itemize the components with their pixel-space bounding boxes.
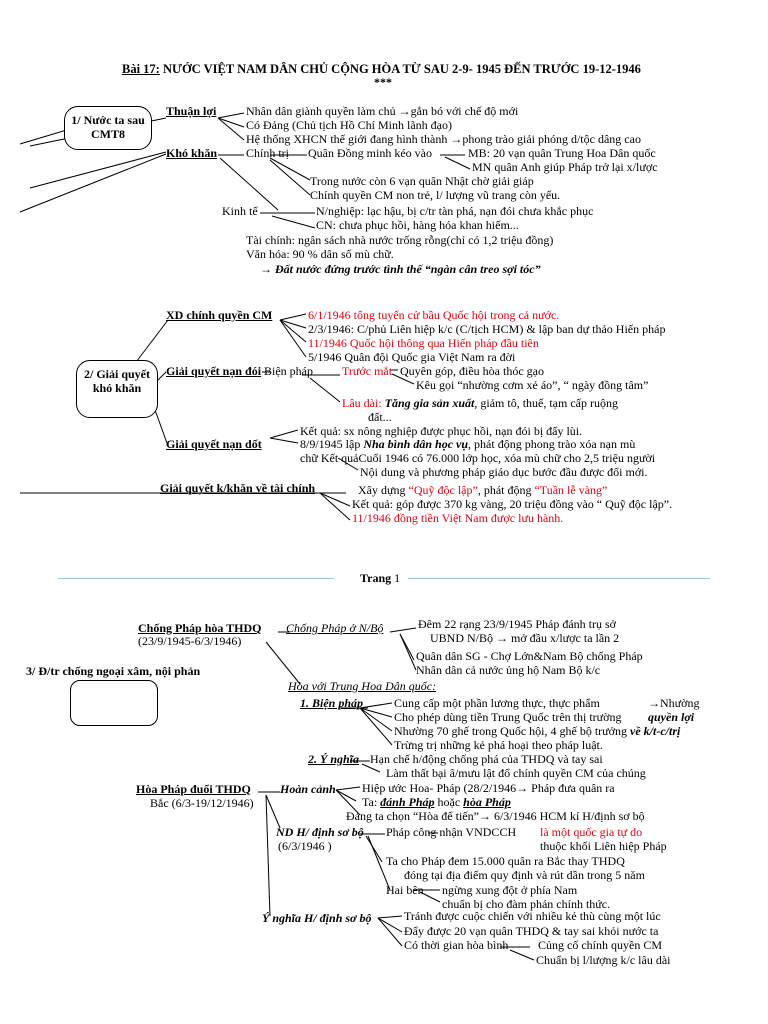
yn-item-1: Hạn chế h/động chống phá của THDQ và tay sai [370, 752, 603, 766]
nd1b: Nha bình dân học vụ [363, 437, 469, 451]
yn-item-2: Làm thất bại â/mưu lật đổ chính quyền CM của chúng [386, 766, 646, 780]
kho-khan-label: Khó khăn [166, 146, 218, 160]
hc-item-3: Đảng ta chọn “Hòa để tiến”→ 6/3/1946 HCM kí H/định sơ bộ [346, 809, 645, 823]
chinh-tri-label: Chính trị [246, 146, 290, 160]
lesson-number: Bài 17: [122, 62, 160, 76]
bien-phap-3-label: 1. Biện pháp [300, 696, 364, 710]
nd-item-1 [300, 437, 635, 451]
hc2a: Ta: [362, 795, 378, 809]
tc1c: , phát động [477, 483, 532, 497]
cq-item: Chính quyền CM non trẻ, l/ lượng vũ trang còn yếu. [310, 188, 561, 202]
yh-item-2: Đẩy được 20 vạn quân THDQ & tay sai khỏi nước ta [404, 924, 659, 938]
page-number: 1 [394, 571, 401, 585]
xd-item-1: 6/1/1946 tổng tuyển cử bầu Quốc hội trong cả nước. [308, 308, 560, 322]
nb-item-1: Đêm 22 rạng 23/9/1945 Pháp đánh trụ sở [418, 617, 616, 631]
tl-item-2: Có Đảng (Chủ tịch Hồ Chí Minh lãnh đạo) [246, 118, 452, 132]
hoa-phap-label: Hòa Pháp đuổi THDQ [136, 782, 251, 796]
tc1a: Xây dựng [358, 483, 406, 497]
tl-item-1: Nhân dân giành quyền làm chủ →gắn bó với chế độ mới [246, 104, 519, 118]
section3-box [70, 680, 158, 726]
sb-item-2: thuộc khối Liên hiệp Pháp [540, 839, 667, 853]
section1-title: 1/ Nước ta sau CMT8 [71, 113, 145, 141]
tc-item-2: Kết quả: góp được 370 kg vàng, 20 triệu đồng vào “ Quỹ độc lập”. [352, 497, 673, 511]
section2-box [76, 360, 158, 418]
hc-item-1: Hiệp ước Hoa- Pháp (28/2/1946→ Pháp đưa quân ra [362, 781, 615, 795]
nd1c: , phát động phong trào xóa nạn mù [468, 437, 636, 451]
mn-item: MN quân Anh giúp Pháp trở lại x/lược [472, 160, 658, 174]
van-hoa-item: Văn hóa: 90 % dân số mù chữ. [246, 247, 394, 261]
quyen-gop-item: Quyên góp, điều hòa thóc gạo [400, 364, 544, 378]
hdsb-label: ND H/ định sơ bộ [276, 825, 364, 839]
yh-item-3: Có thời gian hòa bình [404, 938, 509, 952]
hc2c: hoặc [437, 795, 461, 809]
hoa-phap-date: Bắc (6/3-19/12/1946) [150, 796, 254, 810]
thuan-loi-label: Thuận lợi [166, 104, 217, 118]
hc2d: hòa Pháp [463, 795, 511, 809]
hc2b: đánh Pháp [380, 795, 435, 809]
footer-line-left [58, 578, 334, 579]
bp3b: về k/t-c/trị [630, 724, 681, 738]
sb-item-3: Ta cho Pháp đem 15.000 quân ra Bắc thay THDQ [386, 854, 625, 868]
hc-item-2 [362, 795, 511, 809]
ket-luan: → Đất nước đứng trước tình thế “ngàn cân treo sợi tóc” [260, 262, 541, 276]
sb-item-1: Pháp công nhận VNDCCH [386, 825, 517, 839]
keu-goi-item: Kêu gọi “nhường cơm xẻ áo”, “ ngày đồng tâm” [416, 378, 649, 392]
nd-item-3: Nội dung và phương pháp giáo dục bước đầu được đổi mới. [360, 465, 648, 479]
tc1b: “Quỹ độc lập” [408, 483, 478, 497]
xd-item-3: 11/1946 Quốc hội thông qua Hiến pháp đầu tiên [308, 336, 539, 350]
footer-line-right [408, 578, 710, 579]
nhat-item: Trong nước còn 6 vạn quân Nhật chờ giải giáp [310, 174, 534, 188]
yh-item-1: Tránh được cuộc chiến với nhiều kẻ thù cùng một lúc [404, 909, 661, 923]
tc-item-3: 11/1946 đồng tiền Việt Nam được lưu hành. [352, 511, 564, 525]
hoan-canh-label: Hoàn cảnh [280, 782, 336, 796]
nd1a: 8/9/1945 lập [300, 437, 361, 451]
nn-item: N/nghiệp: lạc hậu, bị c/tr tàn phá, nạn đói chưa khắc phục [316, 204, 594, 218]
title-text: NƯỚC VIỆT NAM DÂN CHỦ CỘNG HÒA TỪ SAU 2-9- 1945 ĐẾN TRƯỚC 19-12-1946 [159, 62, 641, 76]
nb-item-4: Nhân dân cả nước ủng hộ Nam Bộ k/c [416, 663, 601, 677]
nb-item-3: Quân dân SG - Chợ Lớn&Nam Bộ chống Pháp [416, 649, 643, 663]
dat-text: đất... [368, 410, 392, 424]
bp-item-3 [394, 724, 680, 738]
tai-chinh-label: Giải quyết k/khăn về tài chính [160, 481, 316, 495]
xd-item-2: 2/3/1946: C/phủ Liên hiệp k/c (C/tịch HCM) & lập ban dự thảo Hiến pháp [308, 322, 666, 336]
sb-item-4: đóng tại địa điểm quy định và rút dần trong 5 năm [404, 868, 645, 882]
title-stars: *** [374, 75, 392, 89]
nd-item-2: chữ Kết quảCuối 1946 có 76.000 lớp học, xóa mù chữ cho 2,5 triệu người [300, 451, 656, 465]
truoc-mat-label: Trước mắt [342, 364, 393, 378]
yh-item-4: Củng cố chính quyền CM [538, 938, 662, 952]
tc1d: “Tuần lễ vàng” [534, 483, 608, 497]
ket-qua-nd: Kết quả: sx nông nghiệp được phục hồi, nạn đói bị đẩy lùi. [300, 424, 583, 438]
lau-dai-label: Lâu dài: [342, 396, 382, 410]
tang-gia-text: Tăng gia sản xuất [384, 396, 475, 410]
yh-item-5: Chuẩn bị l/lượng k/c lâu dài [536, 953, 671, 967]
cn-item: CN: chưa phục hồi, hàng hóa khan hiếm... [316, 218, 519, 232]
mb-item: MB: 20 vạn quân Trung Hoa Dân quốc [468, 146, 656, 160]
kinh-te-label: Kinh tế [222, 204, 258, 218]
bp-item-2: Cho phép dùng tiền Trung Quốc trên thị trường [394, 710, 622, 724]
section1-box [64, 106, 152, 150]
sb-item-5: ngừng xung đột ở phía Nam [442, 883, 578, 897]
nan-doi-label: Giải quyết nạn đói [166, 364, 262, 378]
footer-page [360, 571, 400, 585]
tc-item-1 [358, 483, 607, 497]
bp-nhuong: →Nhường [648, 696, 700, 710]
lau-dai-rest: , giảm tô, thuế, tạm cấp ruộng [474, 396, 618, 410]
bp-item-4: Trừng trị những kẻ phá hoại theo pháp luật. [394, 738, 603, 752]
yn-hd-label: Ý nghĩa H/ định sơ bộ [262, 911, 372, 925]
section2-title: 2/ Giải quyết khó khăn [83, 367, 150, 395]
bp3a: Nhường 70 ghế trong Quốc hội, 4 ghế bộ trưởng [394, 724, 628, 738]
lau-dai-line [342, 396, 618, 410]
page-title [122, 62, 641, 76]
tai-chinh-item: Tài chính: ngân sách nhà nước trống rỗng(chỉ có 1,2 triệu đồng) [246, 233, 554, 247]
bien-phap-label: Biện pháp [264, 364, 313, 378]
hoa-thdq-label: Hòa với Trung Hoa Dân quốc: [288, 679, 437, 693]
sb-item-6: chuẩn bị cho đàm phán chính thức. [442, 897, 611, 911]
hai-ben-label: Hai bên [386, 883, 424, 897]
xd-item-4: 5/1946 Quân đội Quốc gia Việt Nam ra đời [308, 350, 516, 364]
chong-phap-date: (23/9/1945-6/3/1946) [138, 634, 242, 648]
xd-label: XD chính quyền CM [166, 308, 273, 322]
tl-item-3: Hệ thống XHCN thế giới đang hình thành →phong trào giải phóng d/tộc dâng cao [246, 132, 641, 146]
hdsb-date: (6/3/1946 ) [278, 839, 332, 853]
footer-label: Trang [360, 571, 392, 585]
nam-bo-label: Chống Pháp ở N/Bộ [286, 621, 384, 635]
nb-item-2: UBND N/Bộ → mở đầu x/lược ta lần 2 [430, 631, 620, 645]
bp-quyen-loi: quyền lợi [648, 710, 695, 724]
chong-phap-label: Chống Pháp hòa THDQ [138, 621, 262, 635]
y-nghia-3-label: 2. Ý nghĩa [308, 752, 360, 766]
section3-title: 3/ Đ/tr chống ngoại xâm, nội phản [26, 664, 201, 678]
sb-item-1-red: là một quốc gia tự do [540, 825, 643, 839]
nan-dot-label: Giải quyết nạn dốt [166, 437, 262, 451]
bp-item-1: Cung cấp một phần lương thực, thực phẩm [394, 696, 600, 710]
quan-dong-minh: Quân Đồng minh kéo vào [308, 146, 432, 160]
